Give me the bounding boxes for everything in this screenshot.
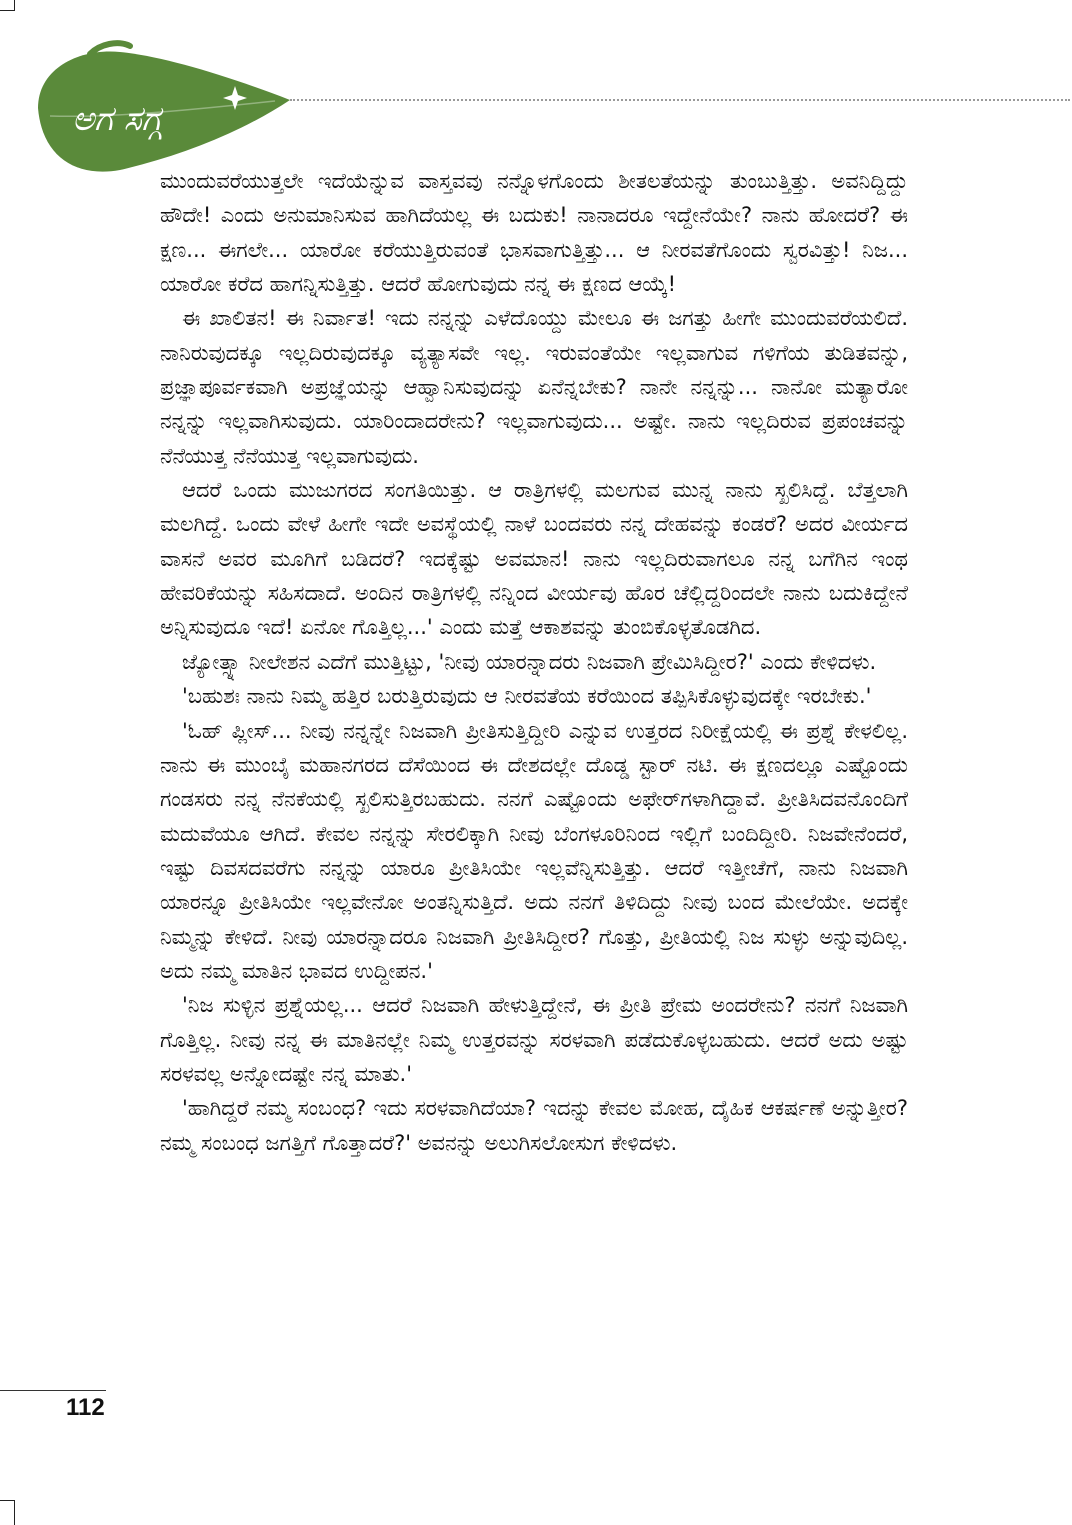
paragraph: 'ನಿಜ ಸುಳ್ಳಿನ ಪ್ರಶ್ನೆಯಲ್ಲ... ಆದರೆ ನಿಜವಾಗಿ ಹೇಳುತ್ತಿದ್ದೇನೆ, ಈ ಪ್ರೀತಿ ಪ್ರೇಮ ಅಂದರೇನು? ನನಗೆ ನಿಜವಾಗಿ ಗೊತ್ತಿಲ್ಲ. ನೀವು ನನ್ನ ಈ ಮಾತಿನಲ್ಲೇ ನಿಮ್ಮ ಉತ್ತರವನ್ನು ಸರಳವಾಗಿ ಪಡೆದುಕೊಳ್ಳಬಹುದು. ಆದರೆ ಅದು ಅಷ್ಟು ಸರಳವಲ್ಲ ಅನ್ನೋದಷ್ಟೇ ನನ್ನ ಮಾತು.' (160, 993, 908, 1086)
crop-mark-top-vertical (14, 0, 15, 11)
logo-text: ಅಗ ಸಗ್ಗ (72, 99, 162, 139)
paragraph: ಮುಂದುವರೆಯುತ್ತಲೇ ಇದೆಯೆನ್ನುವ ವಾಸ್ತವವು ನನ್ನೊಳಗೊಂದು ಶೀತಲತೆಯನ್ನು ತುಂಬುತ್ತಿತ್ತು. ಅವನಿದ್ದಿದ್ದು ಹೌದೇ! ಎಂದು ಅನುಮಾನಿಸುವ ಹಾಗಿದೆಯಲ್ಲ ಈ ಬದುಕು! ನಾನಾದರೂ ಇದ್ದೇನೆಯೇ? ನಾನು ಹೋದರೆ? ಈ ಕ್ಷಣ... ಈಗಲೇ... ಯಾರೋ ಕರೆಯುತ್ತಿರುವಂತೆ ಭಾಸವಾಗುತ್ತಿತ್ತು... ಆ ನೀರವತೆಗೊಂದು ಸ್ವರವಿತ್ತು! ನಿಜ... ಯಾರೋ ಕರೆದ ಹಾಗನ್ನಿಸುತ್ತಿತ್ತು. ಆದರೆ ಹೋಗುವುದು ನನ್ನ ಈ ಕ್ಷಣದ ಆಯ್ಕೆ! (160, 169, 908, 297)
page-number-rule (0, 1390, 106, 1391)
paragraph: 'ಓಹ್ ಪ್ಲೀಸ್... ನೀವು ನನ್ನನ್ನೇ ನಿಜವಾಗಿ ಪ್ರೀತಿಸುತ್ತಿದ್ದೀರಿ ಎನ್ನುವ ಉತ್ತರದ ನಿರೀಕ್ಷೆಯಲ್ಲಿ ಈ ಪ್ರಶ್ನೆ ಕೇಳಲಿಲ್ಲ. ನಾನು ಈ ಮುಂಬೈ ಮಹಾನಗರದ ದೆಸೆಯಿಂದ ಈ ದೇಶದಲ್ಲೇ ದೊಡ್ಡ ಸ್ಟಾರ್ ನಟಿ. ಈ ಕ್ಷಣದಲ್ಲೂ ಎಷ್ಟೊಂದು ಗಂಡಸರು ನನ್ನ ನೆನಕೆಯಲ್ಲಿ ಸ್ಖಲಿಸುತ್ತಿರಬಹುದು. ನನಗೆ ಎಷ್ಟೊಂದು ಅಫೇರ್‌ಗಳಾಗಿದ್ದಾವೆ. ಪ್ರೀತಿಸಿದವನೊಂದಿಗೆ ಮದುವೆಯೂ ಆಗಿದೆ. ಕೇವಲ ನನ್ನನ್ನು ಸೇರಲಿಕ್ಕಾಗಿ ನೀವು ಬೆಂಗಳೂರಿನಿಂದ ಇಲ್ಲಿಗೆ ಬಂದಿದ್ದೀರಿ. ನಿಜವೇನೆಂದರೆ, ಇಷ್ಟು ದಿವಸದವರೆಗು ನನ್ನನ್ನು ಯಾರೂ ಪ್ರೀತಿಸಿಯೇ ಇಲ್ಲವೆನ್ನಿಸುತ್ತಿತ್ತು. ಆದರೆ ಇತ್ತೀಚೆಗೆ, ನಾನು ನಿಜವಾಗಿ ಯಾರನ್ನೂ ಪ್ರೀತಿಸಿಯೇ ಇಲ್ಲವೇನೋ ಅಂತನ್ನಿಸುತ್ತಿದೆ. ಅದು ನನಗೆ ತಿಳಿದಿದ್ದು ನೀವು ಬಂದ ಮೇಲೆಯೇ. ಅದಕ್ಕೇ ನಿಮ್ಮನ್ನು ಕೇಳಿದೆ. ನೀವು ಯಾರನ್ನಾದರೂ ನಿಜವಾಗಿ ಪ್ರೀತಿಸಿದ್ದೀರ? ಗೊತ್ತು, ಪ್ರೀತಿಯಲ್ಲಿ ನಿಜ ಸುಳ್ಳು ಅನ್ನುವುದಿಲ್ಲ. ಅದು ನಮ್ಮ ಮಾತಿನ ಭಾವದ ಉದ್ದೀಪನ.' (160, 718, 908, 983)
paragraph: ಆದರೆ ಒಂದು ಮುಜುಗರದ ಸಂಗತಿಯಿತ್ತು. ಆ ರಾತ್ರಿಗಳಲ್ಲಿ ಮಲಗುವ ಮುನ್ನ ನಾನು ಸ್ಖಲಿಸಿದ್ದೆ. ಬೆತ್ತಲಾಗಿ ಮಲಗಿದ್ದೆ. ಒಂದು ವೇಳೆ ಹೀಗೇ ಇದೇ ಅವಸ್ಥೆಯಲ್ಲಿ ನಾಳೆ ಬಂದವರು ನನ್ನ ದೇಹವನ್ನು ಕಂಡರೆ? ಅದರ ವೀರ್ಯದ ವಾಸನೆ ಅವರ ಮೂಗಿಗೆ ಬಡಿದರೆ? ಇದಕ್ಕೆಷ್ಟು ಅವಮಾನ! ನಾನು ಇಲ್ಲದಿರುವಾಗಲೂ ನನ್ನ ಬಗೆಗಿನ ಇಂಥ ಹೇವರಿಕೆಯನ್ನು ಸಹಿಸದಾದೆ. ಅಂದಿನ ರಾತ್ರಿಗಳಲ್ಲಿ ನನ್ನಿಂದ ವೀರ್ಯವು ಹೊರ ಚೆಲ್ಲಿದ್ದರಿಂದಲೇ ನಾನು ಬದುಕಿದ್ದೇನೆ ಅನ್ನಿಸುವುದೂ ಇದೆ! ಏನೋ ಗೊತ್ತಿಲ್ಲ...' ಎಂದು ಮತ್ತೆ ಆಕಾಶವನ್ನು ತುಂಬಿಕೊಳ್ಳತೊಡಗಿದ. (160, 478, 908, 640)
crop-mark-bottom-vertical (14, 1500, 15, 1525)
paragraph: 'ಹಾಗಿದ್ದರೆ ನಮ್ಮ ಸಂಬಂಧ? ಇದು ಸರಳವಾಗಿದೆಯಾ? ಇದನ್ನು ಕೇವಲ ಮೋಹ, ದೈಹಿಕ ಆಕರ್ಷಣೆ ಅನ್ನುತ್ತೀರ? ನಮ್ಮ ಸಂಬಂಧ ಜಗತ್ತಿಗೆ ಗೊತ್ತಾದರೆ?' ಅವನನ್ನು ಅಲುಗಿಸಲೋಸುಗ ಕೇಳಿದಳು. (160, 1096, 908, 1155)
paragraph: ಜ್ಯೋತ್ಸ್ನಾ ನೀಲೇಶನ ಎದೆಗೆ ಮುತ್ತಿಟ್ಟು, 'ನೀವು ಯಾರನ್ನಾದರು ನಿಜವಾಗಿ ಪ್ರೇಮಿಸಿದ್ದೀರ?' ಎಂದು ಕೇಳಿದಳು. (182, 649, 877, 674)
leaf-logo (30, 38, 300, 180)
crop-mark-bottom (0, 1500, 14, 1501)
paragraph: ಈ ಖಾಲಿತನ! ಈ ನಿರ್ವಾತ! ಇದು ನನ್ನನ್ನು ಎಳೆದೊಯ್ದು ಮೇಲೂ ಈ ಜಗತ್ತು ಹೀಗೇ ಮುಂದುವರೆಯಲಿದೆ. ನಾನಿರುವುದಕ್ಕೂ ಇಲ್ಲದಿರುವುದಕ್ಕೂ ವ್ಯತ್ಯಾಸವೇ ಇಲ್ಲ. ಇರುವಂತೆಯೇ ಇಲ್ಲವಾಗುವ ಗಳಿಗೆಯ ತುಡಿತವನ್ನು, ಪ್ರಜ್ಞಾಪೂರ್ವಕವಾಗಿ ಅಪ್ರಜ್ಞೆಯನ್ನು ಆಹ್ವಾನಿಸುವುದನ್ನು ಏನೆನ್ನಬೇಕು? ನಾನೇ ನನ್ನನ್ನು... ನಾನೋ ಮತ್ಯಾರೋ ನನ್ನನ್ನು ಇಲ್ಲವಾಗಿಸುವುದು. ಯಾರಿಂದಾದರೇನು? ಇಲ್ಲವಾಗುವುದು... ಅಷ್ಟೇ. ನಾನು ಇಲ್ಲದಿರುವ ಪ್ರಪಂಚವನ್ನು ನೆನೆಯುತ್ತ ನೆನೆಯುತ್ತ ಇಲ್ಲವಾಗುವುದು. (160, 306, 908, 468)
page-number: 112 (66, 1394, 105, 1421)
paragraph: 'ಬಹುಶಃ ನಾನು ನಿಮ್ಮ ಹತ್ತಿರ ಬರುತ್ತಿರುವುದು ಆ ನೀರವತೆಯ ಕರೆಯಿಂದ ತಪ್ಪಿಸಿಕೊಳ್ಳುವುದಕ್ಕೇ ಇರಬೇಕು.' (182, 684, 872, 709)
article-body (160, 164, 908, 1160)
header-dotted-rule (290, 99, 1070, 101)
crop-mark-top (0, 10, 14, 11)
